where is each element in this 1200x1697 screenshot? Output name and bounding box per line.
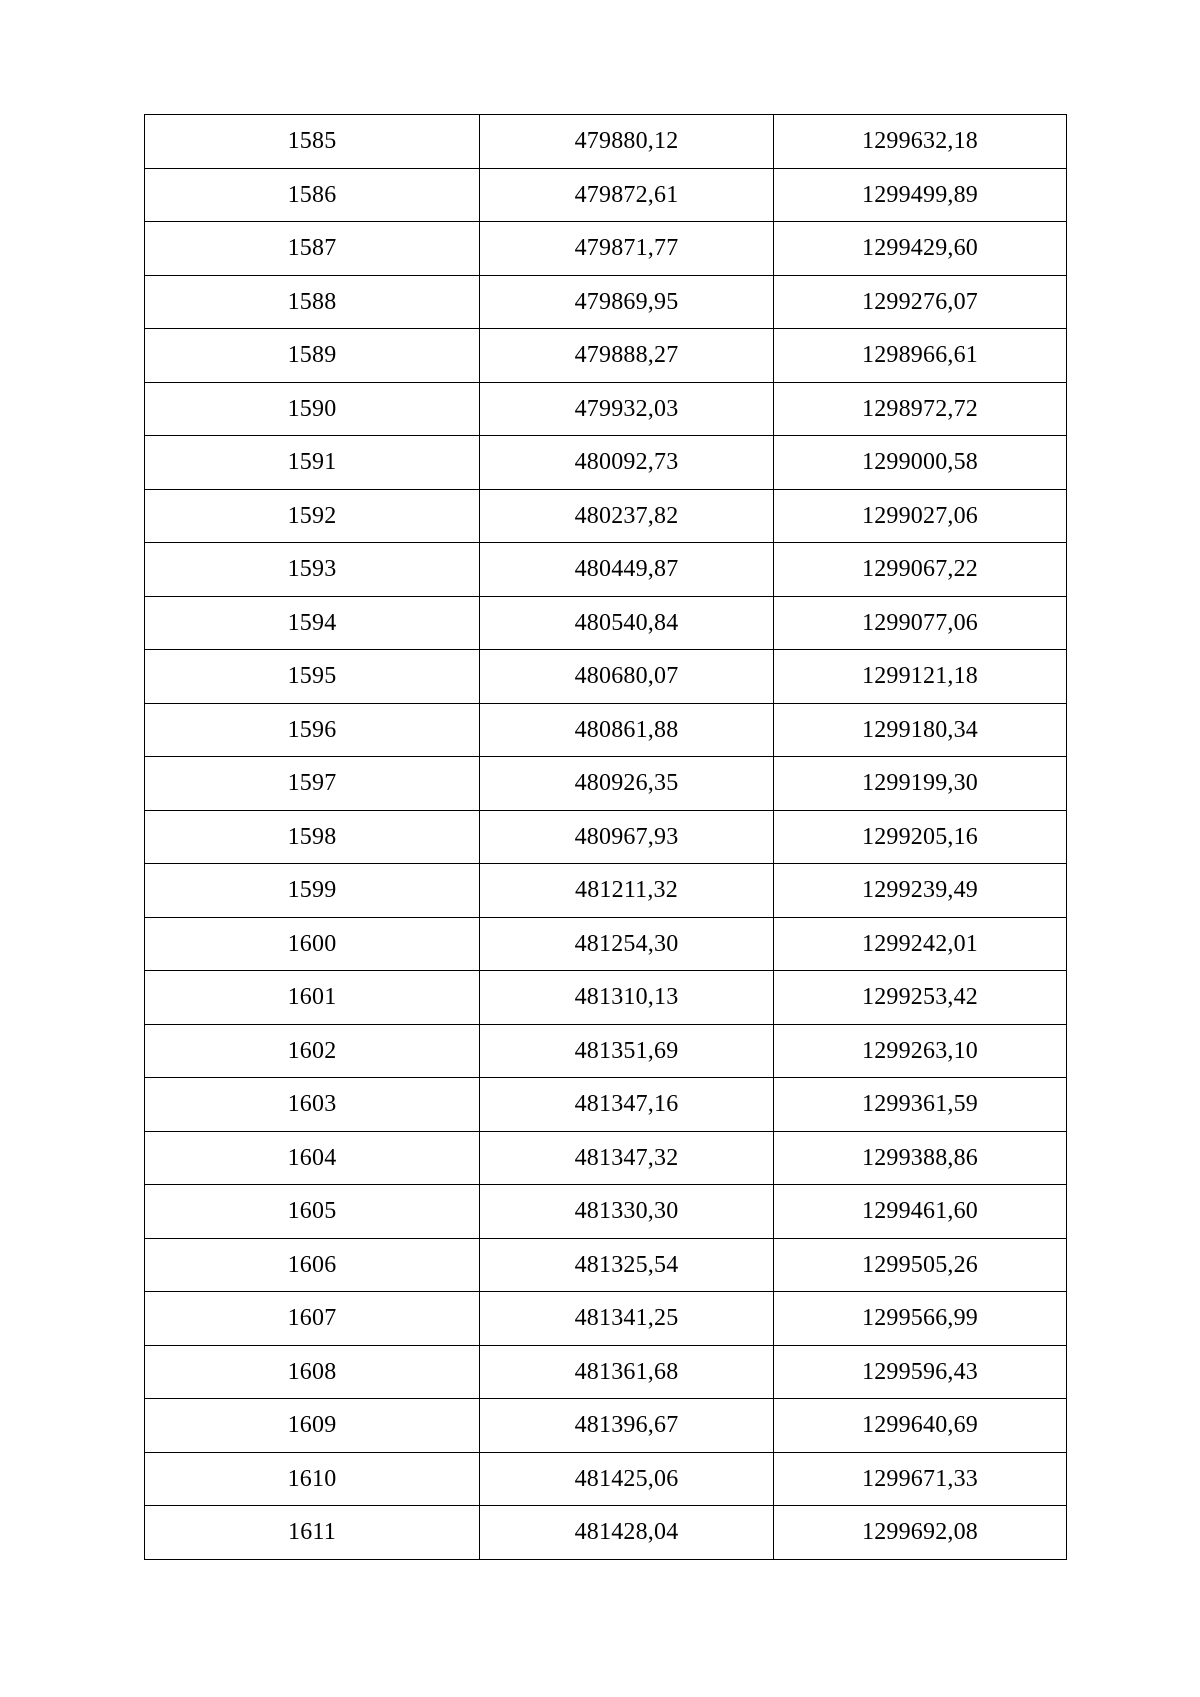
x-coordinate-cell: 480237,82 <box>480 489 774 543</box>
table-row <box>145 489 1067 543</box>
table-row <box>145 168 1067 222</box>
x-coordinate-cell: 481347,16 <box>480 1078 774 1132</box>
point-number-cell: 1585 <box>145 115 480 169</box>
point-number-cell: 1603 <box>145 1078 480 1132</box>
y-coordinate-cell: 1299242,01 <box>774 917 1067 971</box>
point-number-cell: 1592 <box>145 489 480 543</box>
x-coordinate-cell: 481254,30 <box>480 917 774 971</box>
y-coordinate-cell: 1299276,07 <box>774 275 1067 329</box>
y-coordinate-cell: 1299632,18 <box>774 115 1067 169</box>
point-number-cell: 1587 <box>145 222 480 276</box>
table-row <box>145 1399 1067 1453</box>
x-coordinate-cell: 481325,54 <box>480 1238 774 1292</box>
x-coordinate-cell: 479871,77 <box>480 222 774 276</box>
coordinates-table-body <box>145 115 1067 1560</box>
table-row <box>145 971 1067 1025</box>
coordinates-table <box>144 114 1067 1560</box>
y-coordinate-cell: 1298966,61 <box>774 329 1067 383</box>
x-coordinate-cell: 481211,32 <box>480 864 774 918</box>
table-row <box>145 1345 1067 1399</box>
table-row <box>145 703 1067 757</box>
table-row <box>145 275 1067 329</box>
x-coordinate-cell: 479880,12 <box>480 115 774 169</box>
y-coordinate-cell: 1299027,06 <box>774 489 1067 543</box>
table-row <box>145 596 1067 650</box>
point-number-cell: 1597 <box>145 757 480 811</box>
x-coordinate-cell: 479888,27 <box>480 329 774 383</box>
y-coordinate-cell: 1299566,99 <box>774 1292 1067 1346</box>
point-number-cell: 1606 <box>145 1238 480 1292</box>
point-number-cell: 1596 <box>145 703 480 757</box>
table-row <box>145 1452 1067 1506</box>
y-coordinate-cell: 1299253,42 <box>774 971 1067 1025</box>
x-coordinate-cell: 481396,67 <box>480 1399 774 1453</box>
x-coordinate-cell: 479869,95 <box>480 275 774 329</box>
table-row <box>145 329 1067 383</box>
point-number-cell: 1611 <box>145 1506 480 1560</box>
table-row <box>145 757 1067 811</box>
y-coordinate-cell: 1299499,89 <box>774 168 1067 222</box>
table-row <box>145 382 1067 436</box>
x-coordinate-cell: 480967,93 <box>480 810 774 864</box>
point-number-cell: 1591 <box>145 436 480 490</box>
table-row <box>145 650 1067 704</box>
table-row <box>145 1238 1067 1292</box>
table-row <box>145 543 1067 597</box>
y-coordinate-cell: 1299388,86 <box>774 1131 1067 1185</box>
point-number-cell: 1599 <box>145 864 480 918</box>
y-coordinate-cell: 1299596,43 <box>774 1345 1067 1399</box>
table-row <box>145 917 1067 971</box>
point-number-cell: 1586 <box>145 168 480 222</box>
y-coordinate-cell: 1299077,06 <box>774 596 1067 650</box>
y-coordinate-cell: 1299692,08 <box>774 1506 1067 1560</box>
y-coordinate-cell: 1299429,60 <box>774 222 1067 276</box>
x-coordinate-cell: 479872,61 <box>480 168 774 222</box>
point-number-cell: 1610 <box>145 1452 480 1506</box>
table-row <box>145 1078 1067 1132</box>
point-number-cell: 1607 <box>145 1292 480 1346</box>
point-number-cell: 1605 <box>145 1185 480 1239</box>
x-coordinate-cell: 481330,30 <box>480 1185 774 1239</box>
y-coordinate-cell: 1299205,16 <box>774 810 1067 864</box>
y-coordinate-cell: 1299000,58 <box>774 436 1067 490</box>
y-coordinate-cell: 1299199,30 <box>774 757 1067 811</box>
table-row <box>145 1024 1067 1078</box>
x-coordinate-cell: 481341,25 <box>480 1292 774 1346</box>
point-number-cell: 1598 <box>145 810 480 864</box>
point-number-cell: 1593 <box>145 543 480 597</box>
y-coordinate-cell: 1299121,18 <box>774 650 1067 704</box>
y-coordinate-cell: 1299671,33 <box>774 1452 1067 1506</box>
x-coordinate-cell: 479932,03 <box>480 382 774 436</box>
point-number-cell: 1594 <box>145 596 480 650</box>
x-coordinate-cell: 480449,87 <box>480 543 774 597</box>
table-row <box>145 1131 1067 1185</box>
point-number-cell: 1588 <box>145 275 480 329</box>
x-coordinate-cell: 481347,32 <box>480 1131 774 1185</box>
table-row <box>145 436 1067 490</box>
y-coordinate-cell: 1299361,59 <box>774 1078 1067 1132</box>
y-coordinate-cell: 1299067,22 <box>774 543 1067 597</box>
y-coordinate-cell: 1298972,72 <box>774 382 1067 436</box>
table-row <box>145 115 1067 169</box>
point-number-cell: 1604 <box>145 1131 480 1185</box>
point-number-cell: 1600 <box>145 917 480 971</box>
point-number-cell: 1601 <box>145 971 480 1025</box>
table-row <box>145 1292 1067 1346</box>
y-coordinate-cell: 1299263,10 <box>774 1024 1067 1078</box>
y-coordinate-cell: 1299640,69 <box>774 1399 1067 1453</box>
point-number-cell: 1589 <box>145 329 480 383</box>
x-coordinate-cell: 481361,68 <box>480 1345 774 1399</box>
x-coordinate-cell: 481428,04 <box>480 1506 774 1560</box>
y-coordinate-cell: 1299239,49 <box>774 864 1067 918</box>
x-coordinate-cell: 480092,73 <box>480 436 774 490</box>
point-number-cell: 1608 <box>145 1345 480 1399</box>
point-number-cell: 1595 <box>145 650 480 704</box>
table-row <box>145 1185 1067 1239</box>
y-coordinate-cell: 1299461,60 <box>774 1185 1067 1239</box>
table-row <box>145 864 1067 918</box>
point-number-cell: 1590 <box>145 382 480 436</box>
point-number-cell: 1602 <box>145 1024 480 1078</box>
x-coordinate-cell: 481425,06 <box>480 1452 774 1506</box>
table-row <box>145 810 1067 864</box>
x-coordinate-cell: 481310,13 <box>480 971 774 1025</box>
y-coordinate-cell: 1299505,26 <box>774 1238 1067 1292</box>
table-row <box>145 222 1067 276</box>
x-coordinate-cell: 480540,84 <box>480 596 774 650</box>
point-number-cell: 1609 <box>145 1399 480 1453</box>
table-row <box>145 1506 1067 1560</box>
x-coordinate-cell: 481351,69 <box>480 1024 774 1078</box>
x-coordinate-cell: 480861,88 <box>480 703 774 757</box>
x-coordinate-cell: 480680,07 <box>480 650 774 704</box>
y-coordinate-cell: 1299180,34 <box>774 703 1067 757</box>
x-coordinate-cell: 480926,35 <box>480 757 774 811</box>
